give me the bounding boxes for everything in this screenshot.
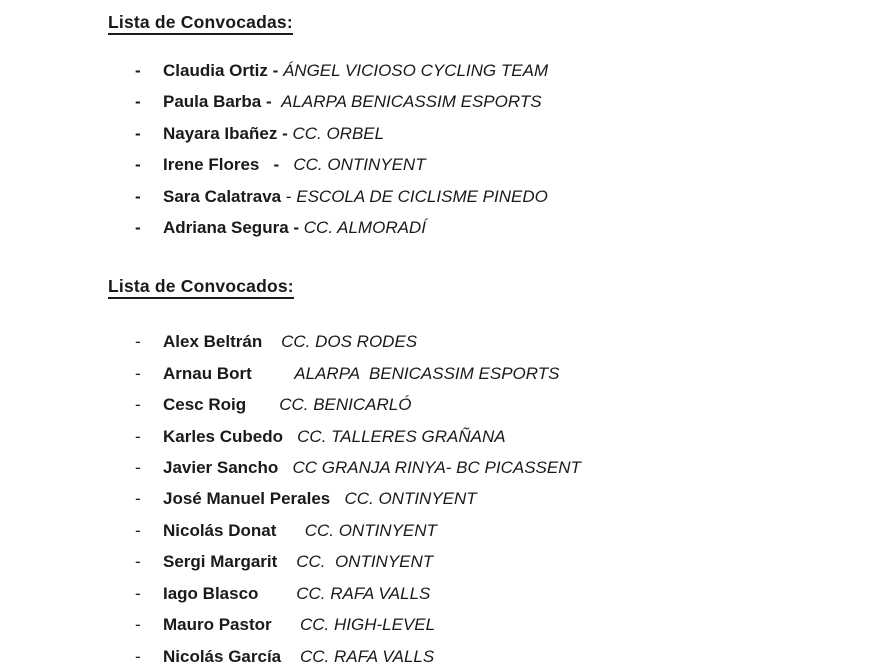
- rider-name: Iago Blasco: [163, 583, 259, 603]
- separator: [281, 647, 300, 666]
- bullet-dash: -: [135, 155, 141, 175]
- team-name: ESCOLA DE CICLISME PINEDO: [296, 186, 548, 206]
- list-item: [0, 149, 880, 180]
- bullet-dash: -: [135, 123, 141, 143]
- rider-name: Sergi Margarit: [163, 552, 278, 572]
- team-name: CC. ONTINYENT: [344, 489, 477, 509]
- heading-convocadas-text: Lista de Convocadas:: [108, 12, 293, 35]
- team-name: CC. RAFA VALLS: [300, 646, 435, 666]
- separator: [262, 332, 281, 351]
- separator: [246, 395, 279, 414]
- list-item: [0, 55, 880, 86]
- separator: [330, 489, 344, 508]
- team-name: CC. ONTINYENT: [296, 552, 434, 572]
- bullet-dash: -: [135, 61, 141, 80]
- list-item: [0, 641, 880, 672]
- rider-name: Nayara Ibañez: [163, 123, 278, 143]
- team-name: CC. ORBEL: [292, 123, 385, 143]
- team-name: CC. HIGH-LEVEL: [299, 615, 436, 635]
- separator: -: [267, 61, 283, 80]
- separator: [277, 552, 296, 571]
- rider-name: Karles Cubedo: [163, 426, 283, 446]
- separator: -: [281, 186, 297, 206]
- team-name: CC. ALMORADÍ: [303, 218, 426, 238]
- team-name: CC. TALLERES GRAÑANA: [297, 426, 506, 446]
- separator: [276, 521, 304, 540]
- rider-name: José Manuel Perales: [163, 489, 331, 509]
- separator: -: [288, 218, 304, 238]
- list-item: [0, 483, 880, 514]
- team-name: CC. RAFA VALLS: [296, 583, 431, 603]
- rider-name: Sara Calatrava: [163, 186, 282, 206]
- list-convocados: [0, 326, 880, 671]
- separator: [272, 615, 300, 634]
- separator: [252, 364, 295, 383]
- list-item: [0, 389, 880, 420]
- bullet-dash: -: [135, 646, 141, 666]
- list-item: [0, 181, 880, 212]
- list-item: [0, 546, 880, 577]
- list-item: [0, 515, 880, 546]
- rider-name: Nicolás Donat: [163, 520, 277, 540]
- rider-name: Adriana Segura: [163, 218, 289, 238]
- separator: -: [259, 155, 294, 175]
- team-name: CC. ONTINYENT: [293, 155, 426, 175]
- heading-convocadas: [108, 12, 880, 35]
- rider-name: Cesc Roig: [163, 395, 247, 415]
- rider-name: Arnau Bort: [163, 363, 252, 383]
- separator: [283, 427, 297, 446]
- separator: [278, 458, 292, 477]
- heading-convocados: [108, 276, 880, 299]
- rider-name: Nicolás García: [163, 646, 282, 666]
- bullet-dash: -: [135, 458, 141, 478]
- bullet-dash: -: [135, 186, 141, 206]
- team-name: CC. DOS RODES: [281, 332, 418, 352]
- rider-name: Javier Sancho: [163, 458, 279, 478]
- bullet-dash: -: [135, 426, 141, 446]
- list-item: [0, 86, 880, 117]
- bullet-dash: -: [135, 583, 141, 603]
- list-item: [0, 118, 880, 149]
- team-name: ALARPA BENICASSIM ESPORTS: [294, 363, 560, 383]
- team-name: ÁNGEL VICIOSO CYCLING TEAM: [282, 61, 549, 80]
- bullet-dash: -: [135, 552, 141, 572]
- list-convocadas: [0, 55, 880, 243]
- list-item: [0, 421, 880, 452]
- separator: -: [261, 92, 282, 112]
- bullet-dash: -: [135, 395, 141, 415]
- list-item: [0, 452, 880, 483]
- list-item: [0, 609, 880, 640]
- separator: -: [277, 123, 293, 143]
- bullet-dash: -: [135, 92, 141, 112]
- rider-name: Irene Flores: [163, 155, 260, 175]
- heading-convocados-text: Lista de Convocados:: [108, 276, 294, 299]
- rider-name: Claudia Ortiz: [163, 61, 268, 80]
- separator: [258, 584, 296, 603]
- list-item: [0, 326, 880, 357]
- list-item: [0, 578, 880, 609]
- rider-name: Alex Beltrán: [163, 332, 263, 352]
- bullet-dash: -: [135, 332, 141, 352]
- list-item: [0, 358, 880, 389]
- bullet-dash: -: [135, 489, 141, 509]
- bullet-dash: -: [135, 218, 141, 238]
- bullet-dash: -: [135, 615, 141, 635]
- rider-name: Paula Barba: [163, 92, 262, 112]
- rider-name: Mauro Pastor: [163, 615, 272, 635]
- team-name: CC. ONTINYENT: [304, 520, 437, 540]
- bullet-dash: -: [135, 520, 141, 540]
- list-item: [0, 212, 880, 243]
- team-name: CC GRANJA RINYA- BC PICASSENT: [292, 458, 581, 478]
- team-name: ALARPA BENICASSIM ESPORTS: [281, 92, 542, 112]
- team-name: CC. BENICARLÓ: [279, 395, 412, 415]
- bullet-dash: -: [135, 363, 141, 383]
